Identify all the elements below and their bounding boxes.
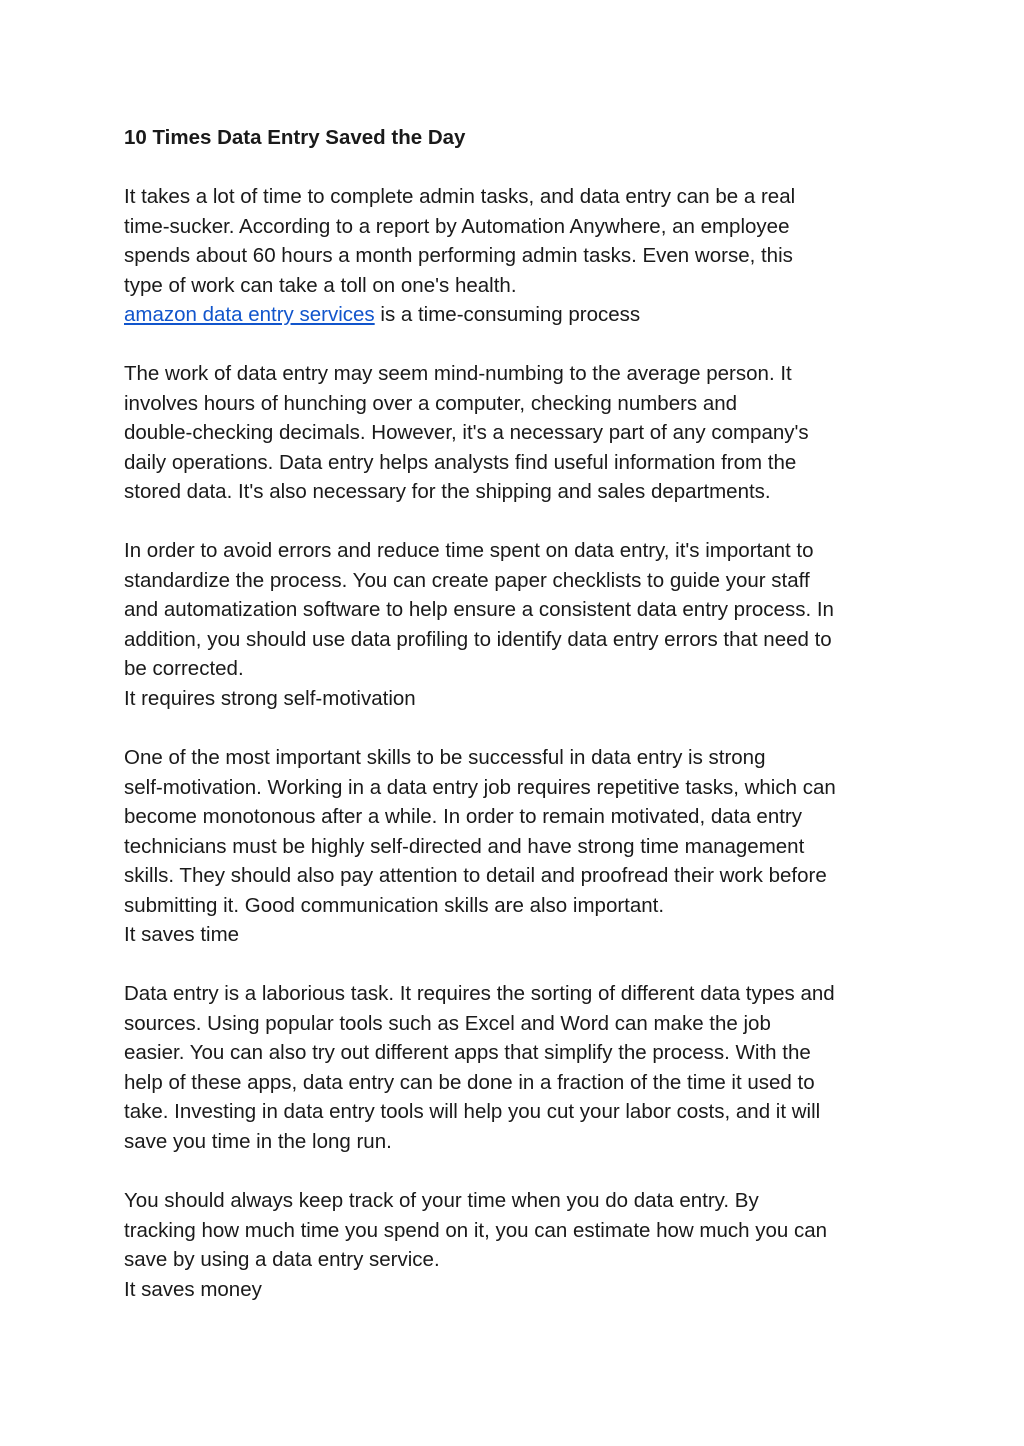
paragraph-line: In order to avoid errors and reduce time spent on data entry, it's important to: [124, 539, 814, 562]
paragraph-line: help of these apps, data entry can be done in a fraction of the time it used to: [124, 1070, 815, 1094]
paragraph-laborious-task: [124, 979, 835, 1156]
paragraph-line: save you time in the long run.: [124, 1129, 392, 1153]
section-heading-saves-time: It saves time: [124, 923, 240, 946]
paragraph-line: stored data. It's also necessary for the shipping and sales departments.: [124, 480, 771, 503]
paragraph-line: skills. They should also pay attention to detail and proofread their work before: [124, 864, 827, 887]
paragraph-line: technicians must be highly self-directed and have strong time management: [124, 834, 805, 858]
paragraph-self-motivation: [124, 743, 836, 950]
paragraph-line: daily operations. Data entry helps analysts find useful information from the: [124, 450, 797, 474]
paragraph-line: time-sucker. According to a report by Automation Anywhere, an employee: [124, 214, 790, 238]
paragraph-line: standardize the process. You can create paper checklists to guide your staff: [124, 568, 810, 592]
document-title: 10 Times Data Entry Saved the Day: [124, 126, 466, 149]
paragraph-intro: [124, 182, 795, 330]
paragraph-line: involves hours of hunching over a computer, checking numbers and: [124, 391, 738, 415]
section-heading-self-motivation: It requires strong self-motivation: [124, 686, 416, 710]
paragraph-line: be corrected.: [124, 657, 244, 680]
paragraph-line: easier. You can also try out different apps that simplify the process. With the: [124, 1041, 811, 1064]
paragraph-line: tracking how much time you spend on it, you can estimate how much you can: [124, 1218, 828, 1242]
paragraph-line: type of work can take a toll on one's health.: [124, 273, 517, 297]
paragraph-mind-numbing: [124, 359, 809, 507]
paragraph-line: It takes a lot of time to complete admin tasks, and data entry can be a real: [124, 185, 796, 208]
link-line-suffix: is a time-consuming process: [374, 303, 641, 326]
paragraph-line: self-motivation. Working in a data entry job requires repetitive tasks, which can: [124, 775, 836, 799]
paragraph-line: and automatization software to help ensure a consistent data entry process. In: [124, 598, 834, 621]
paragraph-line: You should always keep track of your time when you do data entry. By: [124, 1189, 759, 1212]
paragraph-track-time: [124, 1186, 827, 1304]
paragraph-line: One of the most important skills to be successful in data entry is strong: [124, 746, 766, 769]
paragraph-line: take. Investing in data entry tools will help you cut your labor costs, and it will: [124, 1100, 821, 1123]
paragraph-line: Data entry is a laborious task. It requires the sorting of different data types and: [124, 982, 835, 1005]
paragraph-line: become monotonous after a while. In order to remain motivated, data entry: [124, 805, 803, 828]
section-heading-saves-money: It saves money: [124, 1277, 262, 1301]
paragraph-line: double-checking decimals. However, it's a necessary part of any company's: [124, 421, 809, 444]
amazon-data-entry-link[interactable]: amazon data entry services: [124, 303, 375, 326]
paragraph-line: sources. Using popular tools such as Excel and Word can make the job: [124, 1011, 771, 1035]
paragraph-line: save by using a data entry service.: [124, 1248, 440, 1271]
paragraph-avoid-errors: [124, 536, 834, 713]
paragraph-line: addition, you should use data profiling to identify data entry errors that need to: [124, 627, 832, 651]
paragraph-line: spends about 60 hours a month performing admin tasks. Even worse, this: [124, 244, 793, 267]
paragraph-line: submitting it. Good communication skills are also important.: [124, 893, 665, 917]
link-line: [124, 300, 795, 330]
paragraph-line: The work of data entry may seem mind-numbing to the average person. It: [124, 362, 792, 385]
